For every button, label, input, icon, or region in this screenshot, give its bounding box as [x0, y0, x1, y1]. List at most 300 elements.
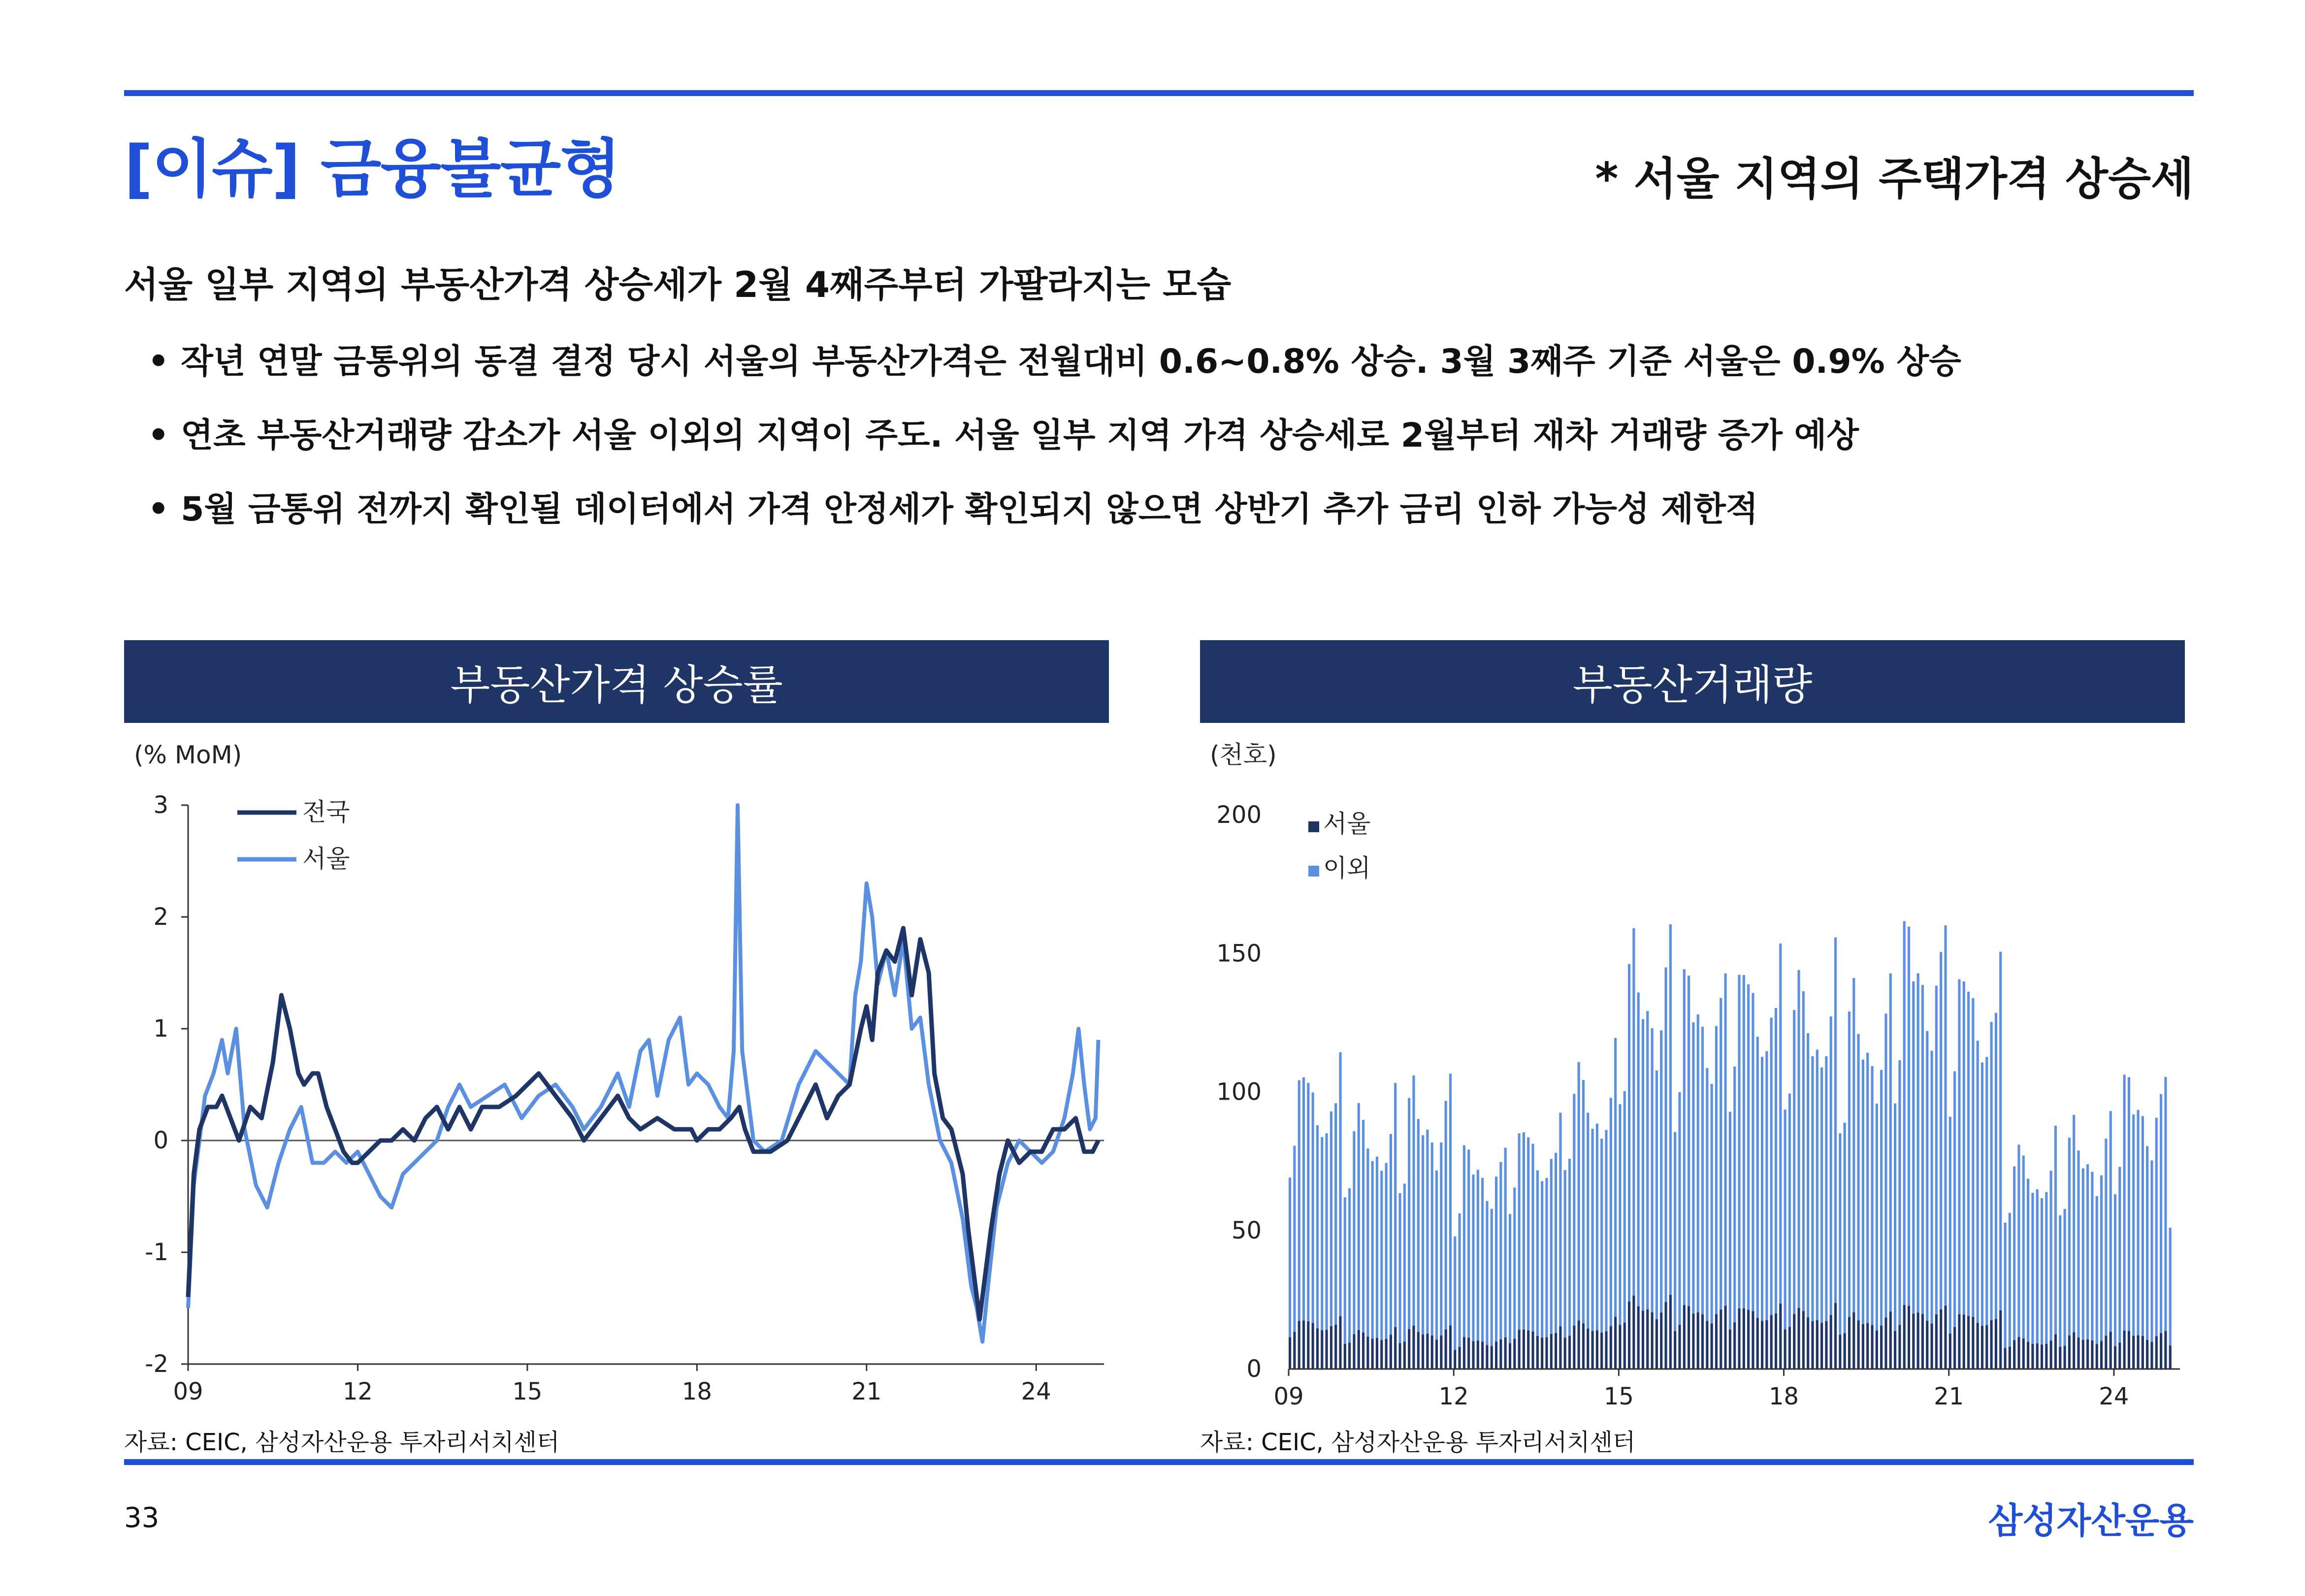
bar-seoul	[1756, 1318, 1759, 1369]
bar-seoul	[1720, 1309, 1722, 1369]
bar-seoul	[1316, 1328, 1319, 1369]
bar-other	[1619, 1104, 1621, 1325]
bar-other	[1366, 1148, 1369, 1336]
bar-other	[1325, 1133, 1328, 1330]
bar-other	[1770, 1018, 1773, 1315]
legend-label: 서울	[302, 845, 350, 873]
bar-seoul	[1967, 1316, 1970, 1369]
bar-other	[1509, 1214, 1511, 1343]
y-unit-label: (% MoM)	[134, 741, 242, 769]
bar-other	[1600, 1139, 1603, 1333]
bar-other	[1784, 1109, 1786, 1329]
bar-seoul	[1706, 1321, 1708, 1369]
bar-other	[2096, 1196, 2098, 1344]
bar-seoul	[1298, 1321, 1300, 1369]
bar-other	[1541, 1181, 1543, 1338]
bar-seoul	[1977, 1323, 1979, 1369]
bar-seoul	[1862, 1324, 1864, 1369]
bar-other	[1555, 1153, 1557, 1333]
bar-seoul	[1550, 1334, 1553, 1369]
bar-seoul	[2100, 1341, 2103, 1369]
bar-seoul	[1619, 1325, 1621, 1369]
bar-other	[1458, 1213, 1461, 1347]
bar-seoul	[1596, 1330, 1598, 1369]
bar-seoul	[1555, 1333, 1557, 1369]
bar-other	[1445, 1101, 1447, 1330]
bar-other	[2160, 1094, 2162, 1334]
legend-label: 이외	[1323, 854, 1371, 882]
x-tick-label: 09	[173, 1378, 203, 1405]
bar-other	[1908, 927, 1910, 1306]
bar-other	[1688, 976, 1690, 1306]
bar-other	[1756, 1037, 1759, 1318]
bar-other	[1454, 1237, 1456, 1350]
bar-seoul	[1903, 1305, 1906, 1369]
bar-other	[1426, 1130, 1428, 1334]
bar-seoul	[1289, 1337, 1291, 1369]
bar-seoul	[1573, 1326, 1575, 1369]
bar-other	[1491, 1209, 1493, 1346]
legend-label: 전국	[302, 798, 350, 826]
bar-other	[1811, 1056, 1814, 1321]
bar-seoul	[1417, 1332, 1420, 1369]
bar-seoul	[1491, 1346, 1493, 1369]
bar-other	[1408, 1098, 1410, 1329]
bar-seoul	[1509, 1343, 1511, 1369]
bar-other	[1711, 1084, 1713, 1323]
x-tick-label: 18	[1769, 1383, 1799, 1410]
bar-seoul	[1664, 1302, 1667, 1369]
bar-seoul	[2077, 1337, 2079, 1369]
bar-other	[1866, 1053, 1869, 1323]
bar-other	[2064, 1209, 2066, 1346]
bar-seoul	[2004, 1348, 2006, 1369]
bar-seoul	[1403, 1341, 1406, 1369]
bar-other	[2091, 1172, 2093, 1340]
bar-seoul	[1605, 1331, 1607, 1369]
bar-other	[1523, 1132, 1525, 1329]
bar-other	[1568, 1159, 1571, 1336]
bar-other	[1527, 1138, 1529, 1331]
bar-seoul	[1472, 1341, 1474, 1369]
bar-other	[1848, 1011, 1850, 1317]
bar-seoul	[1431, 1335, 1433, 1369]
bar-seoul	[1811, 1321, 1814, 1369]
bar-other	[1573, 1094, 1575, 1326]
x-tick-label: 15	[512, 1378, 543, 1405]
bar-seoul	[1426, 1334, 1428, 1369]
bar-seoul	[1481, 1342, 1484, 1369]
bar-seoul	[1926, 1321, 1928, 1369]
bar-seoul	[2045, 1344, 2047, 1369]
x-tick-label: 24	[1021, 1378, 1051, 1405]
bar-other	[2150, 1161, 2153, 1342]
bar-other	[1674, 1132, 1676, 1331]
bar-other	[1495, 1176, 1497, 1341]
bar-other	[1761, 1057, 1763, 1321]
bar-seoul	[2022, 1338, 2025, 1369]
bar-other	[2137, 1110, 2139, 1335]
bar-seoul	[1348, 1342, 1351, 1369]
bar-seoul	[1898, 1325, 1901, 1369]
bar-seoul	[1747, 1310, 1750, 1369]
bar-seoul	[1564, 1337, 1566, 1369]
bar-other	[2031, 1193, 2034, 1344]
bar-other	[1358, 1103, 1360, 1330]
bar-seoul	[1334, 1325, 1337, 1369]
bar-other	[2050, 1171, 2052, 1340]
bar-other	[2027, 1179, 2029, 1342]
bar-other	[1729, 1112, 1731, 1330]
bar-other	[1852, 978, 1855, 1312]
bar-seoul	[2096, 1344, 2098, 1369]
bar-other	[1876, 1104, 1878, 1330]
bar-other	[1898, 1060, 1901, 1325]
bar-seoul	[1422, 1335, 1424, 1369]
bar-other	[1930, 1051, 1933, 1324]
bar-other	[1935, 986, 1938, 1314]
bar-other	[1830, 1016, 1832, 1315]
x-tick-label: 12	[1438, 1383, 1469, 1410]
y-tick-label: -1	[145, 1238, 168, 1266]
bar-seoul	[1972, 1317, 1974, 1369]
bar-other	[1793, 1010, 1795, 1314]
y-tick-label: -2	[145, 1350, 168, 1378]
bar-seoul	[1674, 1331, 1676, 1369]
bar-other	[1967, 992, 1970, 1316]
bar-seoul	[2036, 1343, 2039, 1369]
bar-seoul	[1312, 1323, 1314, 1369]
bar-other	[1353, 1131, 1355, 1334]
bar-other	[1715, 1026, 1718, 1314]
bar-seoul	[1339, 1316, 1341, 1369]
volume-chart-header: 부동산거래량	[1200, 640, 2185, 723]
bar-seoul	[1995, 1319, 1997, 1369]
bar-other	[1632, 928, 1635, 1296]
legend-swatch	[1308, 821, 1319, 832]
bar-seoul	[1688, 1306, 1690, 1369]
bar-other	[1844, 1123, 1846, 1334]
bar-seoul	[1711, 1323, 1713, 1369]
bar-seoul	[1362, 1333, 1364, 1369]
bar-seoul	[1884, 1317, 1887, 1369]
bar-seoul	[1807, 1318, 1809, 1369]
bar-other	[1605, 1130, 1607, 1332]
bar-seoul	[1669, 1295, 1672, 1369]
bar-other	[2146, 1146, 2148, 1340]
bar-seoul	[1963, 1314, 1965, 1369]
bar-other	[1513, 1187, 1516, 1338]
bar-other	[1499, 1162, 1502, 1339]
bar-other	[1656, 1071, 1658, 1319]
bar-seoul	[1697, 1312, 1699, 1369]
bar-other	[1816, 1050, 1818, 1320]
bar-other	[1903, 921, 1906, 1305]
bar-seoul	[1876, 1331, 1878, 1369]
bar-seoul	[1366, 1336, 1369, 1369]
bar-other	[1839, 1133, 1841, 1335]
bar-seoul	[1830, 1315, 1832, 1369]
page-title: [이슈] 금융불균형	[124, 132, 620, 206]
bar-other	[2041, 1198, 2043, 1344]
bar-other	[1747, 984, 1750, 1310]
bar-seoul	[1940, 1309, 1942, 1369]
bar-other	[1720, 998, 1722, 1310]
bar-other	[1289, 1177, 1291, 1337]
bar-seoul	[1953, 1327, 1956, 1369]
bar-seoul	[2132, 1336, 2135, 1369]
bar-other	[1591, 1129, 1594, 1331]
bar-other	[1683, 969, 1686, 1305]
bar-other	[1977, 1041, 1979, 1323]
bar-seoul	[1302, 1320, 1305, 1369]
bar-other	[2100, 1175, 2103, 1341]
bullet-2: • 연초 부동산거래량 감소가 서울 이외의 지역이 주도. 서울 일부 지역 가격 상승세로 2월부터 재차 거래량 증가 예상	[148, 416, 1859, 455]
bar-seoul	[1642, 1311, 1644, 1369]
bar-other	[1958, 979, 1960, 1314]
bar-seoul	[1600, 1333, 1603, 1369]
bar-seoul	[1623, 1323, 1626, 1369]
y-tick-label: 3	[153, 791, 168, 819]
bar-other	[1921, 985, 1924, 1314]
bar-seoul	[2146, 1340, 2148, 1369]
y-tick-label: 150	[1216, 940, 1262, 968]
bar-other	[1412, 1075, 1415, 1326]
bar-seoul	[1765, 1320, 1768, 1369]
bar-seoul	[2017, 1337, 2020, 1369]
bar-seoul	[2118, 1342, 2121, 1369]
bar-other	[1362, 1120, 1364, 1333]
bar-other	[1477, 1170, 1479, 1340]
bar-other	[1802, 991, 1805, 1311]
bar-other	[1752, 993, 1754, 1311]
bar-other	[1985, 1057, 1988, 1325]
bar-other	[1472, 1174, 1474, 1341]
x-tick-label: 21	[851, 1378, 882, 1405]
bar-seoul	[1467, 1337, 1470, 1369]
bar-other	[2068, 1138, 2071, 1335]
brand-logo-text: 삼성자산운용	[1988, 1500, 2194, 1541]
bar-other	[1307, 1083, 1309, 1321]
bar-other	[1697, 1014, 1699, 1312]
bar-seoul	[1578, 1321, 1580, 1369]
bar-seoul	[1656, 1319, 1658, 1369]
bar-seoul	[1499, 1339, 1502, 1369]
bar-other	[2128, 1077, 2130, 1331]
bar-seoul	[2059, 1347, 2061, 1369]
bar-seoul	[2110, 1332, 2112, 1369]
bar-seoul	[1990, 1320, 1993, 1369]
bar-seoul	[1614, 1317, 1617, 1369]
bar-other	[1550, 1159, 1553, 1334]
bar-other	[1449, 1074, 1452, 1325]
bar-seoul	[1321, 1331, 1323, 1369]
bar-other	[1797, 970, 1800, 1308]
bar-other	[1944, 925, 1947, 1305]
bar-seoul	[1541, 1337, 1543, 1369]
bar-seoul	[1454, 1350, 1456, 1369]
x-tick-label: 18	[682, 1378, 712, 1405]
bar-seoul	[2142, 1336, 2144, 1369]
bar-other	[2105, 1139, 2107, 1335]
bar-seoul	[1660, 1312, 1662, 1369]
bar-other	[1834, 937, 1837, 1303]
bar-other	[2132, 1114, 2135, 1335]
bar-other	[2004, 1223, 2006, 1348]
bar-other	[2036, 1189, 2039, 1343]
bar-seoul	[1981, 1326, 1983, 1369]
bar-seoul	[1857, 1320, 1860, 1369]
bar-other	[1293, 1146, 1296, 1332]
price-chart-source: 자료: CEIC, 삼성자산운용 투자리서치센터	[124, 1429, 560, 1456]
bar-other	[1463, 1145, 1465, 1337]
bar-other	[1481, 1178, 1484, 1342]
bar-seoul	[1738, 1308, 1740, 1369]
bar-other	[2013, 1167, 2015, 1340]
bar-seoul	[2150, 1342, 2153, 1369]
bar-seoul	[2068, 1335, 2071, 1369]
bar-seoul	[1949, 1334, 1951, 1369]
bar-seoul	[1683, 1305, 1686, 1369]
bar-other	[1788, 1093, 1791, 1327]
bar-other	[2077, 1150, 2079, 1337]
legend-swatch	[1308, 866, 1319, 877]
bar-seoul	[2169, 1345, 2172, 1369]
bar-other	[1917, 973, 1919, 1312]
bar-other	[1536, 1171, 1539, 1336]
bar-seoul	[1729, 1330, 1731, 1369]
bar-other	[1678, 1092, 1681, 1325]
bar-seoul	[1559, 1326, 1561, 1369]
bar-other	[1779, 944, 1782, 1303]
bar-seoul	[1917, 1312, 1919, 1369]
bar-other	[1431, 1142, 1433, 1335]
headline: 서울 일부 지역의 부동산가격 상승세가 2월 4째주부터 가팔라지는 모습	[124, 264, 1232, 305]
y-tick-label: 100	[1216, 1078, 1262, 1106]
bar-other	[1435, 1171, 1438, 1340]
bar-other	[1334, 1103, 1337, 1325]
bar-seoul	[1371, 1338, 1374, 1369]
bar-other	[2017, 1144, 2020, 1337]
bar-seoul	[2009, 1347, 2011, 1369]
bar-seoul	[1445, 1330, 1447, 1369]
bar-seoul	[2041, 1344, 2043, 1369]
bar-other	[1403, 1184, 1406, 1342]
bar-seoul	[1408, 1329, 1410, 1369]
bar-seoul	[1944, 1305, 1947, 1369]
bar-other	[1398, 1193, 1401, 1343]
bar-seoul	[1568, 1336, 1571, 1369]
bar-other	[1564, 1170, 1566, 1337]
bar-seoul	[1582, 1323, 1585, 1369]
bar-other	[1733, 1067, 1736, 1323]
bar-seoul	[1678, 1325, 1681, 1369]
bar-seoul	[1380, 1340, 1383, 1369]
bar-other	[1999, 952, 2002, 1310]
bar-other	[1738, 975, 1740, 1308]
bar-seoul	[1724, 1305, 1727, 1369]
bar-other	[1440, 1142, 1442, 1335]
bar-other	[1394, 1083, 1396, 1327]
bar-seoul	[1325, 1330, 1328, 1369]
bar-other	[2059, 1215, 2061, 1347]
bar-other	[1582, 1080, 1585, 1323]
y-tick-label: 50	[1231, 1216, 1262, 1244]
bar-other	[1862, 1060, 1864, 1324]
bar-other	[1376, 1157, 1378, 1338]
bar-other	[1646, 1011, 1649, 1309]
bar-other	[1316, 1125, 1319, 1329]
bar-seoul	[1513, 1339, 1516, 1369]
bar-other	[1724, 974, 1727, 1306]
bar-other	[1889, 974, 1892, 1312]
bar-seoul	[1935, 1314, 1938, 1369]
bar-seoul	[1871, 1325, 1873, 1369]
bar-other	[2082, 1168, 2084, 1340]
bar-seoul	[1385, 1339, 1388, 1369]
bar-other	[1587, 1112, 1589, 1328]
bar-seoul	[1527, 1331, 1529, 1369]
y-tick-label: 0	[1246, 1355, 1262, 1383]
bar-other	[1949, 1117, 1951, 1334]
bar-other	[1820, 1068, 1823, 1323]
bar-seoul	[1440, 1335, 1442, 1369]
bar-other	[1926, 1031, 1928, 1321]
bar-other	[1884, 1013, 1887, 1317]
bar-seoul	[1358, 1330, 1360, 1369]
page-subtitle: * 서울 지역의 주택가격 상승세	[1595, 153, 2194, 205]
bar-seoul	[1330, 1326, 1332, 1369]
bar-seoul	[1733, 1323, 1736, 1369]
bar-seoul	[1921, 1314, 1924, 1369]
bar-other	[1894, 1104, 1896, 1331]
series-line-seoul	[188, 805, 1099, 1342]
x-tick-label: 12	[342, 1378, 373, 1405]
bar-seoul	[1930, 1324, 1933, 1369]
bar-other	[1880, 1070, 1883, 1326]
y-tick-label: 200	[1216, 801, 1262, 829]
bar-other	[1531, 1144, 1534, 1332]
bar-other	[1990, 1022, 1993, 1320]
bar-seoul	[1587, 1329, 1589, 1369]
bar-seoul	[1293, 1332, 1296, 1369]
bar-other	[1972, 998, 1974, 1317]
y-unit-label: (천호)	[1210, 741, 1277, 769]
bar-seoul	[1651, 1312, 1654, 1369]
bar-seoul	[1307, 1321, 1309, 1369]
bar-seoul	[2105, 1335, 2107, 1369]
y-tick-label: 1	[153, 1015, 168, 1042]
bar-other	[2045, 1192, 2047, 1344]
x-tick-label: 24	[2099, 1383, 2129, 1410]
bar-seoul	[1820, 1323, 1823, 1369]
bar-other	[1701, 1027, 1704, 1314]
bar-seoul	[1536, 1336, 1539, 1369]
transaction-volume-chart	[1200, 734, 2185, 1423]
bar-seoul	[1797, 1308, 1800, 1369]
bar-seoul	[1353, 1334, 1355, 1369]
bar-other	[1610, 1098, 1612, 1326]
bar-other	[1417, 1119, 1420, 1332]
bar-seoul	[2064, 1346, 2066, 1369]
bar-seoul	[1701, 1314, 1704, 1369]
volume-chart-source: 자료: CEIC, 삼성자산운용 투자리서치센터	[1200, 1429, 1636, 1456]
bar-other	[1422, 1135, 1424, 1335]
bar-other	[2054, 1126, 2057, 1335]
bar-seoul	[1775, 1313, 1777, 1369]
bar-seoul	[1486, 1345, 1488, 1369]
bar-other	[2022, 1156, 2025, 1339]
